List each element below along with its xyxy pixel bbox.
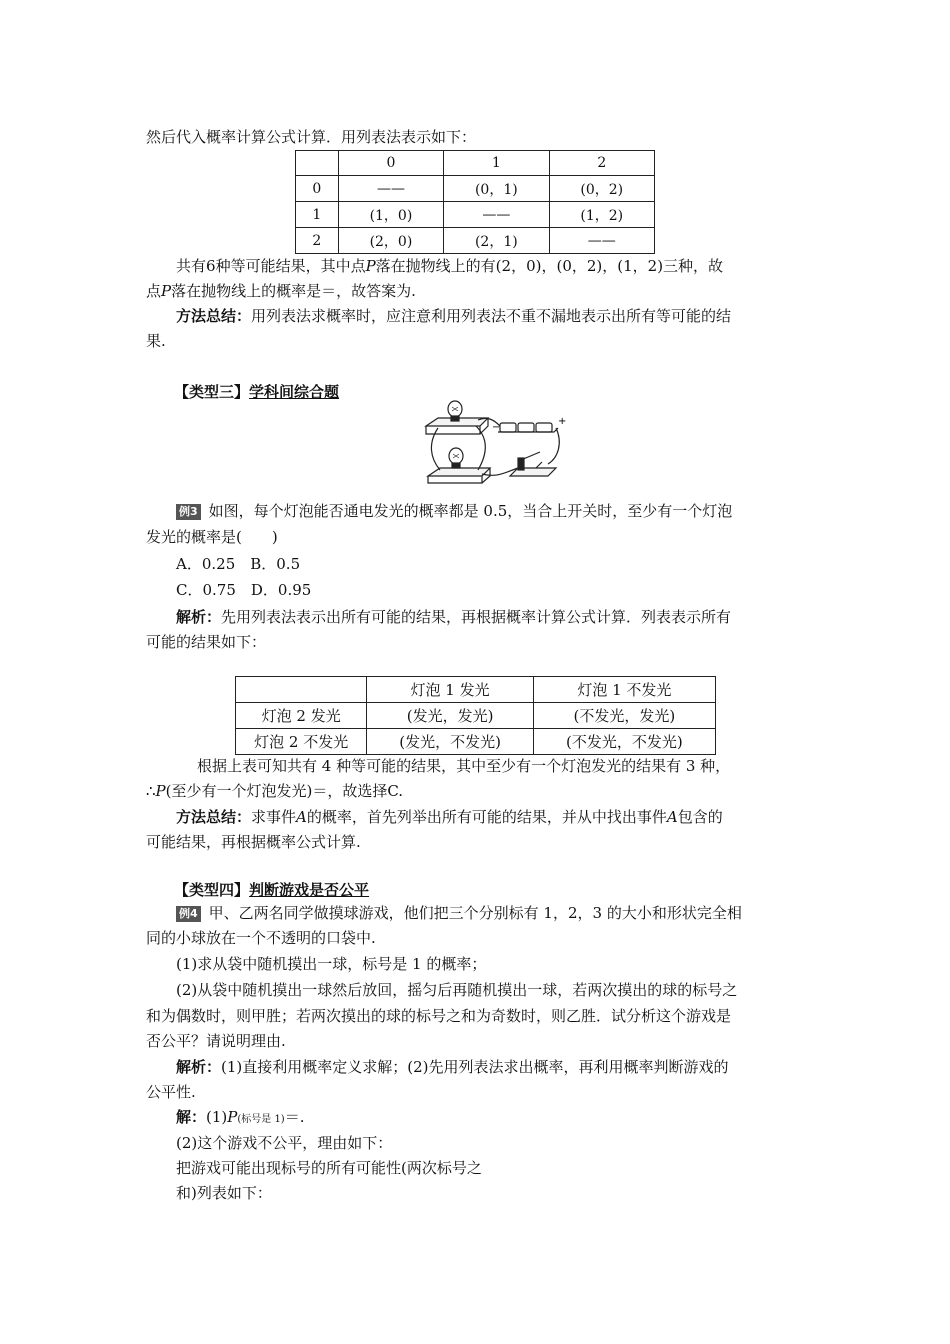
text-line: 把游戏可能出现标号的所有可能性(两次标号之 [176,1159,482,1177]
table-cell [236,677,367,703]
text-line [176,501,732,521]
text: 先用列表法表示出所有可能的结果，再根据概率计算公式计算．列表表示所有 [221,608,732,626]
summary-label: 方法总结： [176,808,252,826]
text: 的概率，首先列举出所有可能的结果，并从中找出事件 [306,808,667,826]
table-row [296,228,655,254]
table-cell: (0，1) [444,176,549,202]
solution-label: 解： [176,1108,207,1126]
text-line [146,781,403,801]
table-row [296,176,655,202]
text: ∴ [146,782,156,800]
text: (1)直接利用概率定义求解；(2)先用列表法求出概率，再利用概率判断游戏的 [221,1058,729,1076]
text: 落在抛物线上的有(2，0)，(0，2)，(1，2)三种，故 [375,257,724,275]
text: 【 [174,881,190,899]
text-line: (1)求从袋中随机摸出一球，标号是 1 的概率； [176,955,487,973]
table-cell: (0，2) [549,176,654,202]
math-var: P [227,1108,238,1126]
text-line: 否公平？请说明理由. [146,1032,286,1050]
table-bulbs [235,676,716,755]
text-line [176,607,731,627]
text: 如图，每个灯泡能否通电发光的概率都是 0.5，当合上开关时，至少有一个灯泡 [208,502,733,520]
text-line [176,306,731,326]
text-line: 果. [146,332,166,350]
text: 】 [234,383,250,401]
text-line [146,281,416,301]
summary-label: 方法总结： [176,307,252,325]
text-line [176,807,723,827]
battery-icon [498,423,558,432]
section-title: 学科间综合题 [249,383,340,401]
text: 求事件 [251,808,297,826]
table-cell: (1，0) [338,202,443,228]
circuit-figure [418,398,568,488]
section-heading-type3 [174,382,339,402]
table-cell: 灯泡 2 不发光 [236,729,367,755]
table-cell: —— [549,228,654,254]
text: 【 [174,383,190,401]
table-row [296,202,655,228]
table-row [236,703,716,729]
section-title: 判断游戏是否公平 [249,881,370,899]
table-header-row [236,677,716,703]
text-line: 公平性. [146,1083,196,1101]
table-cell: 灯泡 1 不发光 [533,677,715,703]
text-line: 可能结果，再根据概率公式计算. [146,833,361,851]
table-coordinates [295,150,655,254]
example-badge: 例3 [176,504,201,520]
table-cell: 0 [338,151,443,176]
text: 落在抛物线上的概率是＝，故答案为. [171,282,416,300]
table-cell: (不发光，发光) [533,703,715,729]
analysis-label: 解析： [176,1058,222,1076]
table-cell: (不发光，不发光) [533,729,715,755]
table-cell: —— [444,202,549,228]
math-var: P [365,257,376,275]
text: (至少有一个灯泡发光)＝，故选择C. [165,782,404,800]
table-header-row [296,151,655,176]
example-badge: 例4 [176,906,201,922]
math-subscript: (标号是 1) [237,1114,285,1125]
text-line: 同的小球放在一个不透明的口袋中. [146,929,376,947]
table-cell: 0 [296,176,339,202]
math-var: P [155,782,166,800]
text: 共有 [176,257,207,275]
table-cell: —— [338,176,443,202]
text: 类型四 [189,881,235,899]
text-line [176,1107,304,1130]
text-line: 可能的结果如下： [146,633,267,651]
text: 】 [234,881,250,899]
text: 用列表法求概率时，应注意利用列表法不重不漏地表示出所有等可能的结 [251,307,732,325]
text-line [176,1057,729,1077]
math-var: A [666,808,678,826]
text-line: 和为偶数时，则甲胜；若两次摸出的球的标号之和为奇数时，则乙胜．试分析这个游戏是 [146,1007,732,1025]
option-line: C．0.75 D．0.95 [176,581,312,599]
table-cell: 1 [296,202,339,228]
table-cell: 1 [444,151,549,176]
table-row [236,729,716,755]
text: 种等可能结果，其中点 [215,257,366,275]
text: (1) [206,1108,228,1126]
circuit-plus-label: + [558,416,567,427]
text-line: 根据上表可知共有 4 种等可能的结果，其中至少有一个灯泡发光的结果有 3 种， [197,757,731,775]
table-cell: (2，0) [338,228,443,254]
text: 甲、乙两名同学做摸球游戏，他们把三个分别标有 1，2，3 的大小和形状完全相 [208,904,742,922]
text-line [176,256,723,276]
text-line: 然后代入概率计算公式计算．用列表法表示如下： [146,128,477,146]
text-line: 发光的概率是( ) [146,528,278,546]
table-cell: 灯泡 2 发光 [236,703,367,729]
table-cell: (发光，不发光) [367,729,533,755]
text-line: 和)列表如下： [176,1184,272,1202]
text: 点 [146,282,162,300]
math-var: P [161,282,172,300]
table-cell: (2，1) [444,228,549,254]
table-cell: 灯泡 1 发光 [367,677,533,703]
table-cell: (发光，发光) [367,703,533,729]
table-cell: 2 [549,151,654,176]
analysis-label: 解析： [176,608,222,626]
text: 6 [206,257,216,275]
text: 包含的 [677,808,723,826]
option-line: A．0.25 B．0.5 [176,555,301,573]
text-line: (2)这个游戏不公平，理由如下： [176,1134,393,1152]
table-cell: (1，2) [549,202,654,228]
section-heading-type4 [174,880,369,900]
table-cell [296,151,339,176]
text: ＝. [284,1108,305,1126]
text-line [176,903,742,923]
text-line: (2)从袋中随机摸出一球然后放回，摇匀后再随机摸出一球，若两次摸出的球的标号之 [176,981,738,999]
circuit-minus-label: − [492,422,501,433]
text: 类型三 [189,383,235,401]
table-cell: 2 [296,228,339,254]
math-var: A [296,808,307,826]
bulb-base-bottom [428,468,490,476]
